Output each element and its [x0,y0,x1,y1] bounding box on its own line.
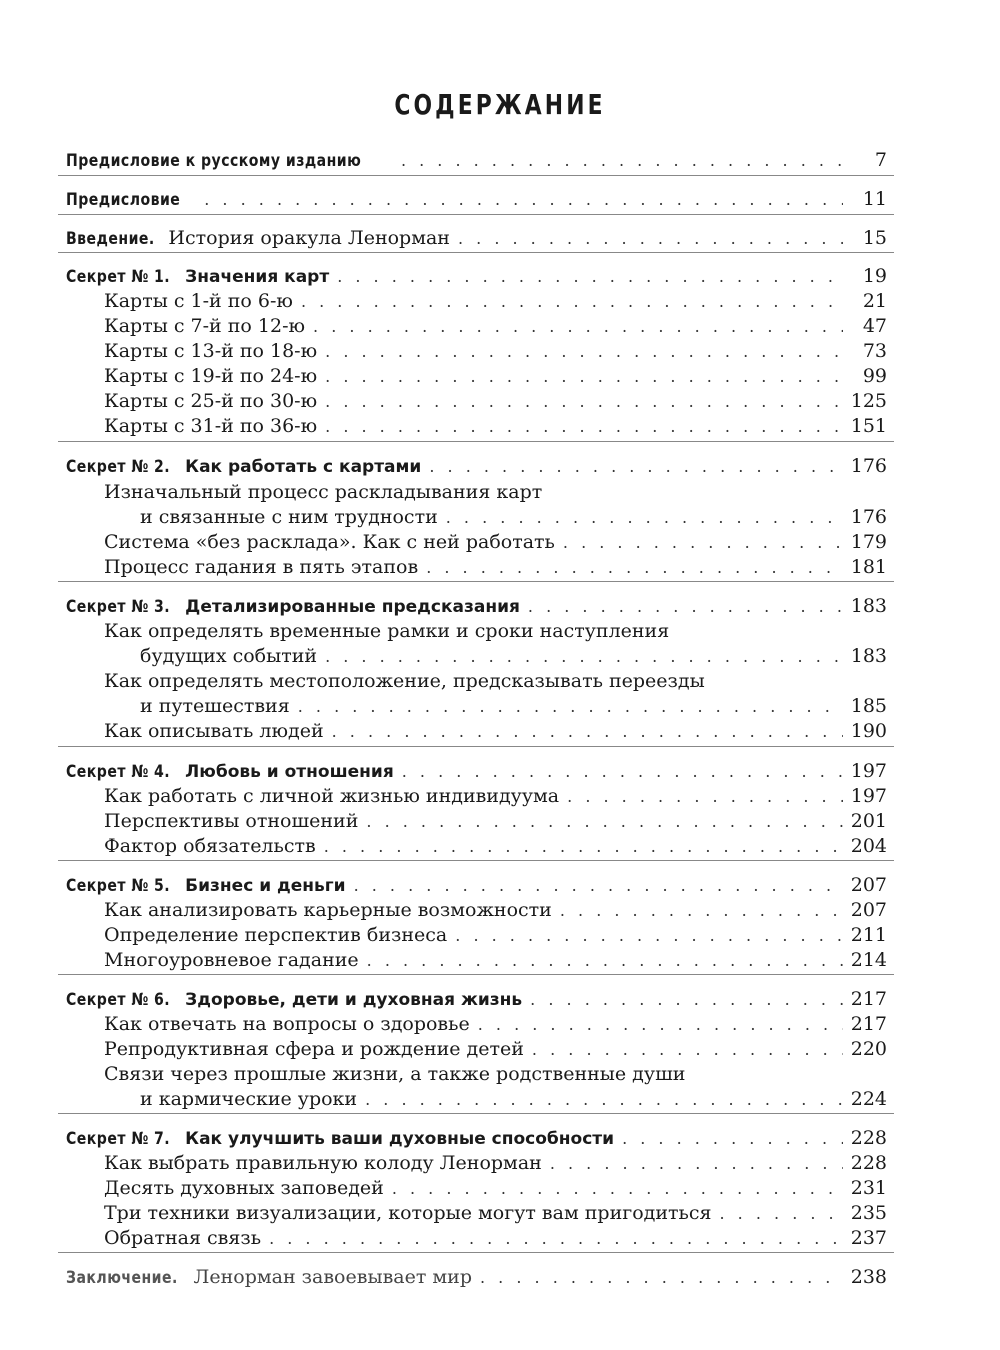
toc-subentry[interactable] [104,339,887,363]
entry-title: История оракула Ленорман [168,227,450,249]
toc-subentry[interactable] [104,948,887,972]
toc-subentry[interactable] [104,1012,887,1036]
page-number: 204 [850,835,887,857]
toc-subentry[interactable] [104,480,804,504]
section-divider [58,1252,894,1253]
section-divider [58,441,894,442]
dot-leader [325,365,843,389]
toc-entry[interactable] [66,264,887,288]
section-divider [58,175,894,176]
toc-subentry[interactable] [104,314,887,338]
entry-label: Секрет № 5. [66,876,171,896]
toc-subentry[interactable] [104,834,887,858]
page-number: 224 [850,1088,887,1110]
dot-leader [402,760,843,784]
page-number: 207 [850,899,887,921]
page-number: 220 [850,1038,887,1060]
entry-label: Секрет № 3. [66,597,171,617]
section-divider [58,581,894,582]
dot-leader [426,556,843,580]
dot-leader [446,506,843,530]
toc-subentry[interactable] [104,1201,887,1225]
entry-title: Любовь и отношения [185,762,394,782]
section-divider [58,252,894,253]
page-number: 183 [850,595,887,617]
dot-leader [204,188,843,212]
page-number: 99 [862,365,887,387]
subentry-title: Как определять местоположение, предсказывать переезды [104,670,705,692]
toc-subentry[interactable] [104,784,887,808]
entry-label: Секрет № 7. [66,1129,171,1149]
toc-subentry[interactable] [104,364,887,388]
subentry-title: Связи через прошлые жизни, а также родственные души [104,1063,686,1085]
toc-entry[interactable] [66,873,887,897]
dot-leader [367,949,843,973]
section-divider [58,746,894,747]
page-number: 21 [862,290,887,312]
subentry-title: Десять духовных заповедей [104,1177,384,1199]
subentry-title: Перспективы отношений [104,810,359,832]
toc-subentry-continuation[interactable] [140,694,887,718]
dot-leader [332,720,843,744]
toc-entry[interactable] [66,187,887,211]
subentry-title: Карты с 31-й по 36-ю [104,415,318,437]
subentry-title: Как работать с личной жизнью индивидуума [104,785,560,807]
dot-leader [269,1227,843,1251]
page-number: 235 [850,1202,887,1224]
page-number: 181 [850,556,887,578]
page-number: 190 [850,720,887,742]
subentry-title: Три техники визуализации, которые могут вам пригодиться [104,1202,712,1224]
entry-label: Заключение. [66,1268,178,1288]
toc-entry[interactable] [66,1265,887,1289]
page-number: 201 [850,810,887,832]
section-divider [58,1113,894,1114]
dot-leader [324,835,843,859]
page-number: 207 [850,874,887,896]
entry-label: Секрет № 4. [66,762,171,782]
toc-subentry[interactable] [104,809,887,833]
dot-leader [301,290,843,314]
dot-leader [720,1202,843,1226]
toc-subentry[interactable] [104,923,887,947]
subentry-title: Как отвечать на вопросы о здоровье [104,1013,470,1035]
toc-entry[interactable] [66,226,887,250]
dot-leader [401,149,843,173]
dot-leader [478,1013,843,1037]
entry-label: Секрет № 6. [66,990,171,1010]
subentry-title: Карты с 13-й по 18-ю [104,340,318,362]
toc-subentry[interactable] [104,669,804,693]
dot-leader [455,924,842,948]
subentry-title-continued: и путешествия [140,695,290,717]
page-number: 238 [850,1266,887,1288]
dot-leader [530,988,843,1012]
dot-leader [366,810,842,834]
entry-title: Бизнес и деньги [185,876,346,896]
subentry-title: Процесс гадания в пять этапов [104,556,419,578]
subentry-title-continued: и кармические уроки [140,1088,358,1110]
toc-entry[interactable] [66,759,887,783]
dot-leader [622,1127,843,1151]
subentry-title: Карты с 19-й по 24-ю [104,365,318,387]
subentry-title-continued: будущих событий [140,645,318,667]
dot-leader [325,390,843,414]
page-number: 176 [850,506,887,528]
page-number: 7 [874,149,887,171]
toc-subentry[interactable] [104,1226,887,1250]
page-number: 19 [862,265,887,287]
page-number: 197 [850,785,887,807]
toc-subentry[interactable] [104,1062,804,1086]
page-title: СОДЕРЖАНИЕ [394,88,606,121]
entry-label: Предисловие [66,190,181,210]
entry-title: Здоровье, дети и духовная жизнь [185,990,523,1010]
subentry-title: Система «без расклада». Как с ней работать [104,531,555,553]
page-number: 217 [850,1013,887,1035]
section-divider [58,860,894,861]
dot-leader [337,265,843,289]
toc-subentry[interactable] [104,1037,887,1061]
dot-leader [480,1266,843,1290]
toc-subentry[interactable] [104,1151,887,1175]
entry-label: Секрет № 2. [66,457,171,477]
toc-subentry-continuation[interactable] [140,505,887,529]
toc-entry[interactable] [66,594,887,618]
toc-subentry[interactable] [104,898,887,922]
dot-leader [532,1038,843,1062]
page-number: 47 [862,315,887,337]
dot-leader [563,531,843,555]
entry-title: Как улучшить ваши духовные способности [185,1129,615,1149]
dot-leader [550,1152,843,1176]
section-divider [58,214,894,215]
dot-leader [298,695,843,719]
toc-entry[interactable] [66,1126,887,1150]
dot-leader [365,1088,843,1112]
dot-leader [325,340,843,364]
toc-entry[interactable] [66,987,887,1011]
page-number: 151 [850,415,887,437]
subentry-title-continued: и связанные с ним трудности [140,506,438,528]
toc-entry[interactable] [66,454,887,478]
subentry-title: Как определять временные рамки и сроки наступления [104,620,670,642]
dot-leader [313,315,843,339]
subentry-title: Как описывать людей [104,720,324,742]
page-number: 179 [850,531,887,553]
page-number: 176 [850,455,887,477]
page-number: 15 [862,227,887,249]
page-number: 217 [850,988,887,1010]
dot-leader [325,645,843,669]
dot-leader [528,595,843,619]
entry-title: Детализированные предсказания [185,597,520,617]
toc-subentry[interactable] [104,289,887,313]
subentry-title: Как выбрать правильную колоду Ленорман [104,1152,542,1174]
entry-title: Ленорман завоевывает мир [193,1266,472,1288]
subentry-title: Определение перспектив бизнеса [104,924,448,946]
subentry-title: Карты с 1-й по 6-ю [104,290,293,312]
toc-subentry[interactable] [104,555,887,579]
dot-leader [567,785,843,809]
section-divider [58,974,894,975]
page-number: 185 [850,695,887,717]
toc-subentry[interactable] [104,414,887,438]
toc-subentry-continuation[interactable] [140,1087,887,1111]
toc-subentry[interactable] [104,619,804,643]
toc-subentry[interactable] [104,389,887,413]
subentry-title: Как анализировать карьерные возможности [104,899,552,921]
subentry-title: Карты с 7-й по 12-ю [104,315,306,337]
dot-leader [429,455,842,479]
page-number: 214 [850,949,887,971]
entry-title: Значения карт [185,267,330,287]
dot-leader [560,899,843,923]
entry-title: Как работать с картами [185,457,422,477]
subentry-title: Обратная связь [104,1227,262,1249]
page-number: 231 [850,1177,887,1199]
dot-leader [354,874,843,898]
subentry-title: Карты с 25-й по 30-ю [104,390,318,412]
toc-subentry-continuation[interactable] [140,644,887,668]
subentry-title: Репродуктивная сфера и рождение детей [104,1038,524,1060]
page-number: 211 [850,924,887,946]
page-number: 183 [850,645,887,667]
page-number: 197 [850,760,887,782]
dot-leader [458,227,843,251]
page-number: 11 [862,188,887,210]
entry-label: Секрет № 1. [66,267,171,287]
subentry-title: Фактор обязательств [104,835,316,857]
entry-label: Введение. [66,229,155,249]
toc-subentry[interactable] [104,530,887,554]
entry-label: Предисловие к русскому изданию [66,151,362,171]
toc-subentry[interactable] [104,1176,887,1200]
page-number: 237 [850,1227,887,1249]
page-number: 228 [850,1152,887,1174]
toc-entry[interactable] [66,148,887,172]
subentry-title: Многоуровневое гадание [104,949,359,971]
subentry-title: Изначальный процесс раскладывания карт [104,481,543,503]
dot-leader [325,415,843,439]
toc-subentry[interactable] [104,719,887,743]
dot-leader [392,1177,843,1201]
page-number: 228 [850,1127,887,1149]
page-number: 125 [850,390,887,412]
page-number: 73 [862,340,887,362]
